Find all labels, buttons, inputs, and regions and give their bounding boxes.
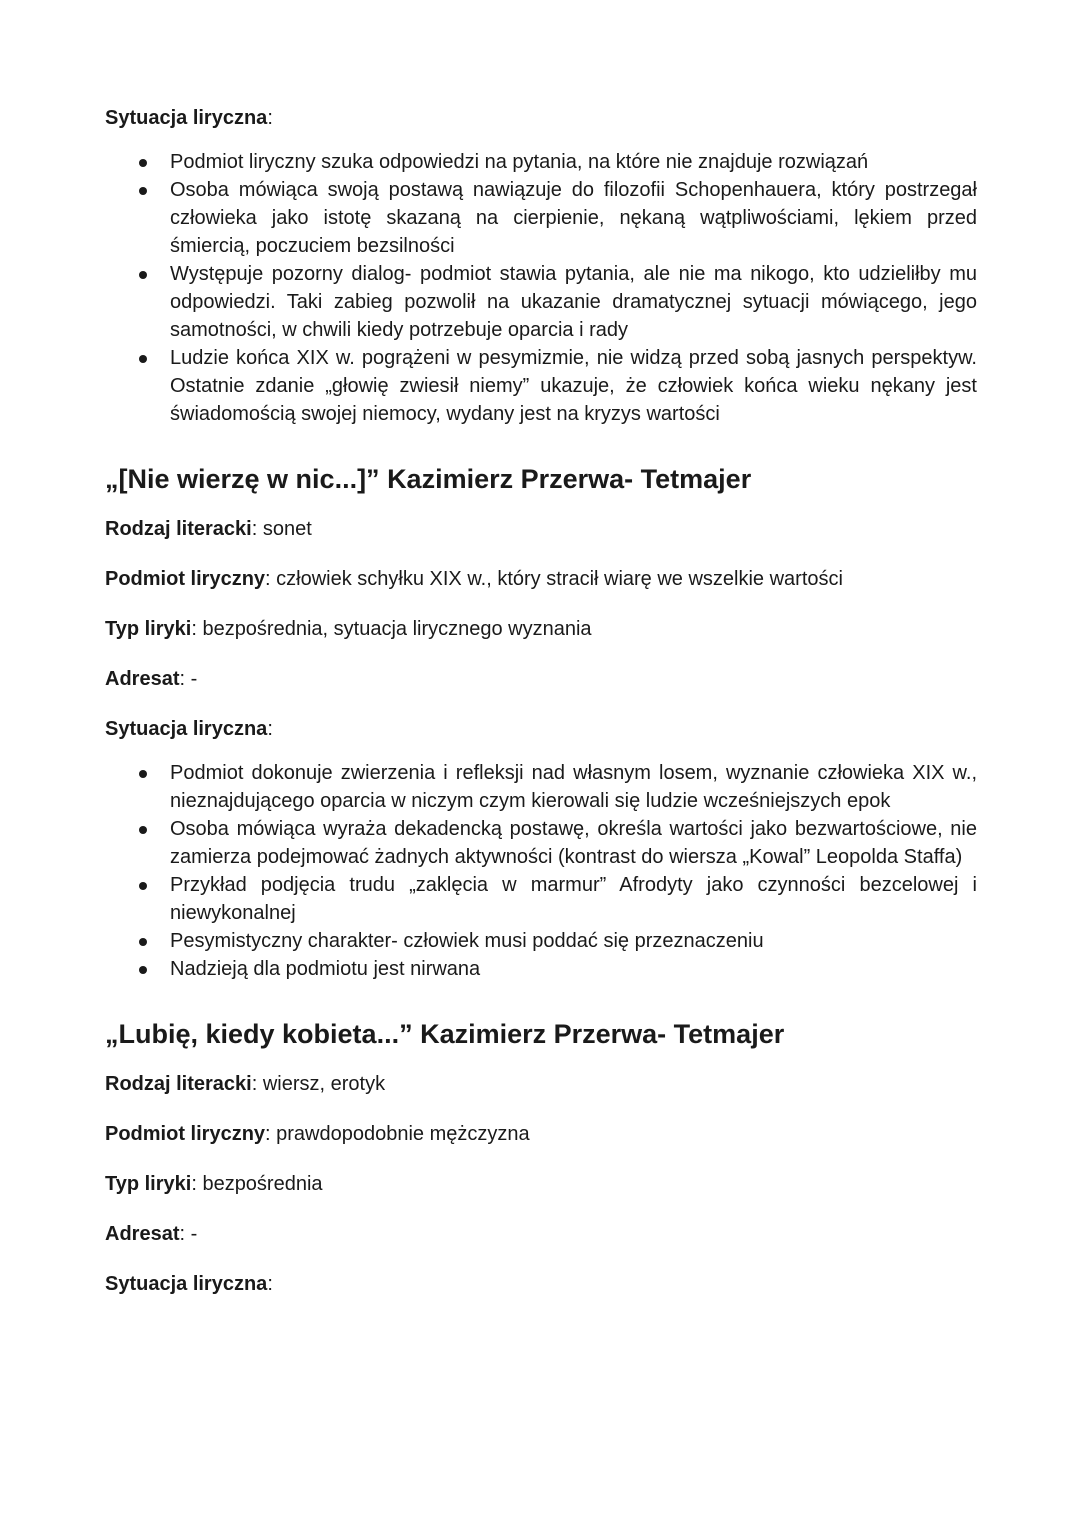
situation-line [105,715,977,743]
genre-value: : sonet [251,518,312,540]
type-label: Typ liryki [105,1173,192,1195]
bullet-icon [139,159,147,167]
subject-label: Podmiot liryczny [105,568,266,590]
situation-label: Sytuacja liryczna [105,1273,268,1295]
list-item: Pesymistyczny charakter- człowiek musi poddać się przeznaczeniu [170,927,977,955]
situation-bullet-list [105,759,977,983]
addressee-line [105,1220,977,1248]
addressee-value: : - [179,668,198,690]
type-value: : bezpośrednia [191,1173,323,1195]
situation-label: Sytuacja liryczna [105,107,268,129]
situation-colon: : [267,1273,273,1295]
section-title: „[Nie wierzę w nic...]” Kazimierz Przerwa- Tetmajer [105,464,752,494]
list-item: Osoba mówiąca wyraża dekadencką postawę, określa wartości jako bezwartościowe, nie zamierza podejmować żadnych aktywności (kontrast do wiersza „Kowal” Leopolda Staffa) [170,815,977,871]
list-item: Osoba mówiąca swoją postawą nawiązuje do filozofii Schopenhauera, który postrzegał człowieka jako istotę skazaną na cierpienie, nękaną wątpliwościami, lękiem przed śmiercią, poczuciem bezsilności [170,176,977,260]
list-item: Podmiot dokonuje zwierzenia i refleksji nad własnym losem, wyznanie człowieka XIX w., nieznajdującego oparcia w niczym czym kierowali się ludzie wcześniejszych epok [170,759,977,815]
bullet-icon [139,882,147,890]
genre-label: Rodzaj literacki [105,1073,252,1095]
genre-line [105,515,977,543]
genre-line [105,1070,977,1098]
list-item: Nadzieją dla podmiotu jest nirwana [170,955,977,983]
bullet-icon [139,826,147,834]
addressee-line [105,665,977,693]
subject-line [105,1120,977,1148]
bullet-icon [139,187,147,195]
type-label: Typ liryki [105,618,192,640]
list-item: Podmiot liryczny szuka odpowiedzi na pytania, na które nie znajduje rozwiązań [170,148,977,176]
situation-line [105,104,977,132]
bullet-icon [139,355,147,363]
addressee-value: : - [179,1223,198,1245]
situation-line [105,1270,977,1298]
list-item: Występuje pozorny dialog- podmiot stawia pytania, ale nie ma nikogo, kto udzieliłby mu odpowiedzi. Taki zabieg pozwolił na ukazanie dramatycznej sytuacji mówiącego, jego samotności, w chwili kiedy potrzebuje oparcia i rady [170,260,977,344]
subject-value: : prawdopodobnie mężczyzna [265,1123,530,1145]
document-page [105,104,977,1320]
situation-label: Sytuacja liryczna [105,718,268,740]
addressee-label: Adresat [105,668,180,690]
bullet-icon [139,770,147,778]
type-line [105,615,977,643]
situation-bullet-list [105,148,977,428]
subject-label: Podmiot liryczny [105,1123,266,1145]
subject-line [105,565,977,593]
type-value: : bezpośrednia, sytuacja lirycznego wyznania [191,618,592,640]
addressee-label: Adresat [105,1223,180,1245]
genre-value: : wiersz, erotyk [251,1073,386,1095]
bullet-icon [139,938,147,946]
situation-colon: : [267,107,273,129]
genre-label: Rodzaj literacki [105,518,252,540]
subject-value: : człowiek schyłku XIX w., który stracił wiarę we wszelkie wartości [265,568,843,590]
bullet-icon [139,271,147,279]
situation-colon: : [267,718,273,740]
section-title: „Lubię, kiedy kobieta...” Kazimierz Przerwa- Tetmajer [105,1019,785,1049]
type-line [105,1170,977,1198]
list-item: Przykład podjęcia trudu „zaklęcia w marmur” Afrodyty jako czynności bezcelowej i niewykonalnej [170,871,977,927]
list-item: Ludzie końca XIX w. pogrążeni w pesymizmie, nie widzą przed sobą jasnych perspektyw. Ostatnie zdanie „głowię zwiesił niemy” ukazuje, że człowiek końca wieku nękany jest świadomością swojej niemocy, wydany jest na kryzys wartości [170,344,977,428]
bullet-icon [139,966,147,974]
